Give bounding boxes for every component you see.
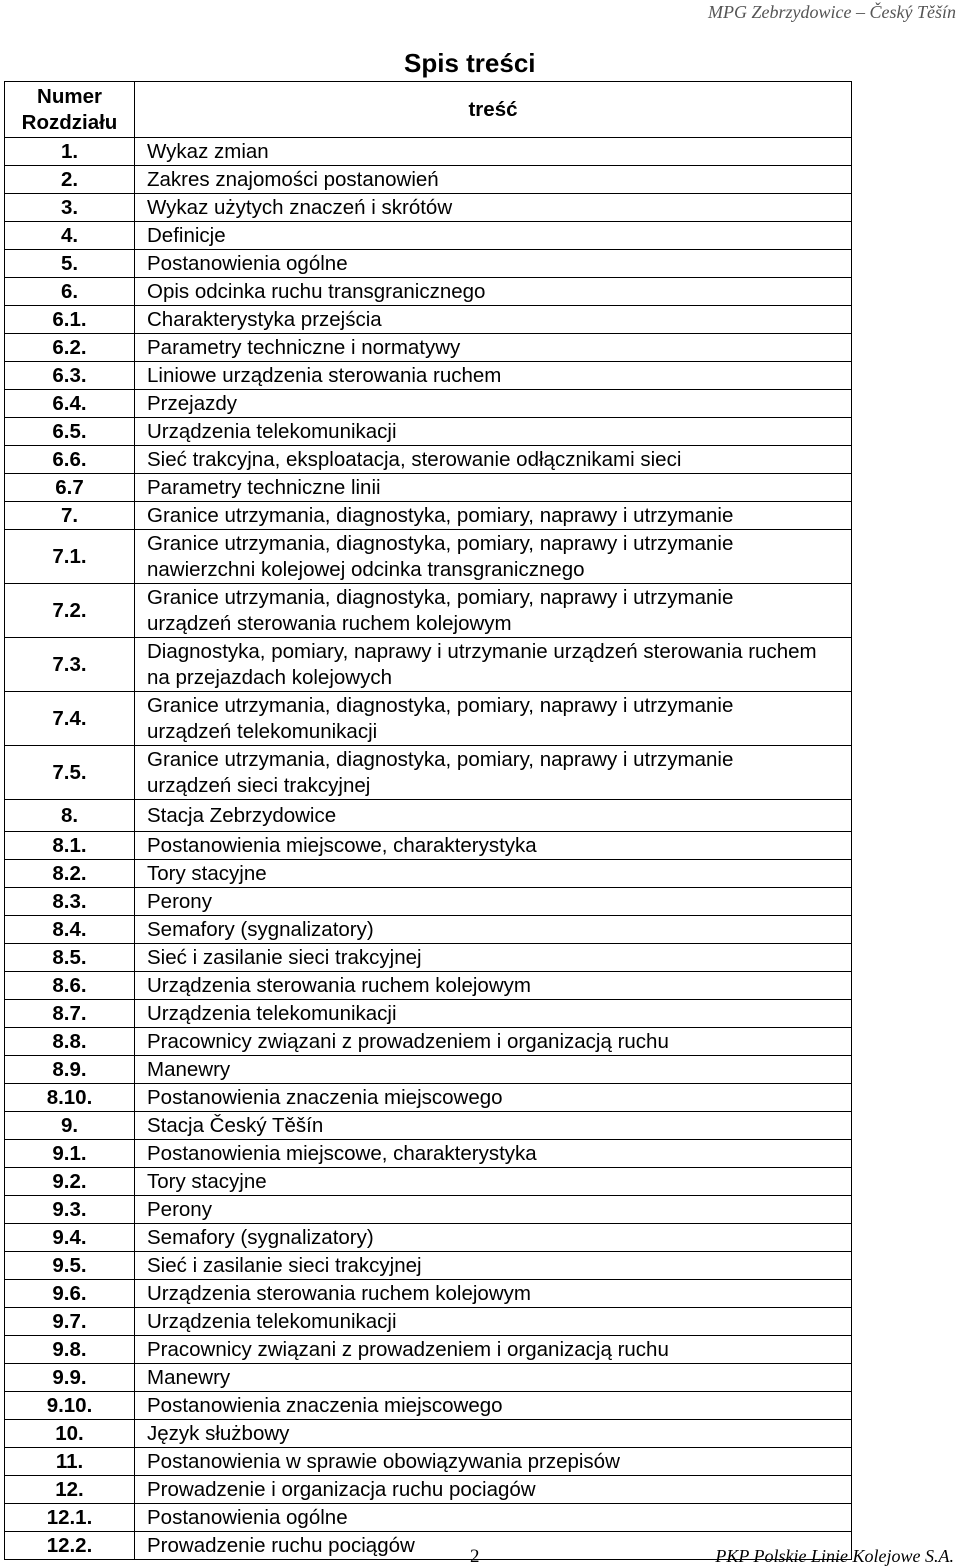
table-of-contents: [4, 81, 852, 1560]
toc-title: Urządzenia telekomunikacji: [135, 1308, 852, 1336]
toc-title: Parametry techniczne linii: [135, 474, 852, 502]
toc-number: 8.3.: [5, 888, 135, 916]
toc-row: [5, 362, 852, 390]
toc-number: 7.3.: [5, 638, 135, 692]
toc-title: Manewry: [135, 1364, 852, 1392]
toc-title: Język służbowy: [135, 1420, 852, 1448]
page-title: Spis treści: [404, 48, 536, 78]
toc-row: [5, 1112, 852, 1140]
toc-row: [5, 1168, 852, 1196]
toc-title: Postanowienia ogólne: [135, 1504, 852, 1532]
toc-number: 7.1.: [5, 530, 135, 584]
toc-number: 9.10.: [5, 1392, 135, 1420]
toc-title: Prowadzenie ruchu pociągów: [135, 1532, 852, 1560]
toc-row: [5, 222, 852, 250]
toc-title: Postanowienia znaczenia miejscowego: [135, 1084, 852, 1112]
toc-number: 6.2.: [5, 334, 135, 362]
toc-title: Manewry: [135, 1056, 852, 1084]
toc-title: Tory stacyjne: [135, 1168, 852, 1196]
toc-number: 9.9.: [5, 1364, 135, 1392]
toc-row: [5, 832, 852, 860]
toc-row: [5, 800, 852, 832]
toc-number: 7.4.: [5, 692, 135, 746]
toc-row: [5, 194, 852, 222]
toc-row: [5, 530, 852, 584]
toc-number: 8.8.: [5, 1028, 135, 1056]
toc-number: 6.6.: [5, 446, 135, 474]
toc-title: Semafory (sygnalizatory): [135, 916, 852, 944]
toc-title: Granice utrzymania, diagnostyka, pomiary, naprawy i utrzymanie: [135, 502, 852, 530]
toc-title: Parametry techniczne i normatywy: [135, 334, 852, 362]
toc-row: [5, 334, 852, 362]
toc-row: [5, 1224, 852, 1252]
toc-row: [5, 390, 852, 418]
toc-number: 9.: [5, 1112, 135, 1140]
column-header-number: Numer Rozdziału: [5, 82, 135, 138]
toc-row: [5, 1476, 852, 1504]
toc-number: 8.10.: [5, 1084, 135, 1112]
toc-number: 6.7: [5, 474, 135, 502]
toc-title: Zakres znajomości postanowień: [135, 166, 852, 194]
toc-row: [5, 418, 852, 446]
toc-title: Pracownicy związani z prowadzeniem i organizacją ruchu: [135, 1336, 852, 1364]
toc-row: [5, 474, 852, 502]
toc-row: [5, 1392, 852, 1420]
toc-row: [5, 278, 852, 306]
toc-row: [5, 916, 852, 944]
toc-row: [5, 1056, 852, 1084]
toc-title: Granice utrzymania, diagnostyka, pomiary, naprawy i utrzymanie urządzeń sieci trakcyjnej: [135, 746, 852, 800]
toc-row: [5, 1140, 852, 1168]
toc-row: [5, 860, 852, 888]
toc-title: Wykaz użytych znaczeń i skrótów: [135, 194, 852, 222]
toc-title: Definicje: [135, 222, 852, 250]
toc-number: 1.: [5, 138, 135, 166]
toc-number: 9.8.: [5, 1336, 135, 1364]
toc-title: Postanowienia miejscowe, charakterystyka: [135, 832, 852, 860]
toc-row: [5, 502, 852, 530]
toc-row: [5, 250, 852, 278]
toc-number: 8.4.: [5, 916, 135, 944]
toc-number: 9.4.: [5, 1224, 135, 1252]
toc-row: [5, 1364, 852, 1392]
toc-number: 6.1.: [5, 306, 135, 334]
running-header: MPG Zebrzydowice – Český Těšín: [708, 2, 956, 22]
toc-number: 9.6.: [5, 1280, 135, 1308]
toc-title: Wykaz zmian: [135, 138, 852, 166]
toc-title: Postanowienia ogólne: [135, 250, 852, 278]
toc-title: Granice utrzymania, diagnostyka, pomiary, naprawy i utrzymanie urządzeń sterowania ruchem kolejowym: [135, 584, 852, 638]
footer-company: PKP Polskie Linie Kolejowe S.A.: [715, 1546, 954, 1566]
toc-number: 8.9.: [5, 1056, 135, 1084]
toc-number: 8.5.: [5, 944, 135, 972]
toc-title: Granice utrzymania, diagnostyka, pomiary, naprawy i utrzymanie nawierzchni kolejowej odcinka transgranicznego: [135, 530, 852, 584]
toc-number: 9.3.: [5, 1196, 135, 1224]
toc-title: Perony: [135, 888, 852, 916]
toc-number: 8.2.: [5, 860, 135, 888]
toc-number: 6.3.: [5, 362, 135, 390]
toc-number: 7.2.: [5, 584, 135, 638]
toc-title: Urządzenia telekomunikacji: [135, 1000, 852, 1028]
toc-title: Opis odcinka ruchu transgranicznego: [135, 278, 852, 306]
toc-title: Charakterystyka przejścia: [135, 306, 852, 334]
toc-number: 8.7.: [5, 1000, 135, 1028]
toc-row: [5, 692, 852, 746]
toc-row: [5, 1084, 852, 1112]
toc-number: 5.: [5, 250, 135, 278]
toc-number: 9.7.: [5, 1308, 135, 1336]
toc-title: Diagnostyka, pomiary, naprawy i utrzymanie urządzeń sterowania ruchem na przejazdach kolejowych: [135, 638, 852, 692]
toc-title: Sieć i zasilanie sieci trakcyjnej: [135, 944, 852, 972]
toc-number: 9.5.: [5, 1252, 135, 1280]
toc-title: Stacja Zebrzydowice: [135, 800, 852, 832]
toc-row: [5, 888, 852, 916]
toc-title: Tory stacyjne: [135, 860, 852, 888]
toc-title: Liniowe urządzenia sterowania ruchem: [135, 362, 852, 390]
table-header-row: [5, 82, 852, 138]
toc-row: [5, 638, 852, 692]
toc-row: [5, 138, 852, 166]
toc-title: Pracownicy związani z prowadzeniem i organizacją ruchu: [135, 1028, 852, 1056]
toc-title: Przejazdy: [135, 390, 852, 418]
page-number: 2: [470, 1546, 480, 1567]
toc-number: 7.5.: [5, 746, 135, 800]
toc-number: 11.: [5, 1448, 135, 1476]
toc-row: [5, 1280, 852, 1308]
toc-number: 8.1.: [5, 832, 135, 860]
toc-row: [5, 1196, 852, 1224]
toc-number: 8.: [5, 800, 135, 832]
toc-title: Perony: [135, 1196, 852, 1224]
toc-row: [5, 944, 852, 972]
toc-title: Stacja Český Těšín: [135, 1112, 852, 1140]
toc-row: [5, 166, 852, 194]
toc-title: Postanowienia w sprawie obowiązywania przepisów: [135, 1448, 852, 1476]
toc-row: [5, 972, 852, 1000]
toc-row: [5, 746, 852, 800]
toc-number: 7.: [5, 502, 135, 530]
toc-title: Urządzenia sterowania ruchem kolejowym: [135, 972, 852, 1000]
column-header-content: treść: [135, 82, 852, 138]
toc-number: 6.5.: [5, 418, 135, 446]
toc-number: 4.: [5, 222, 135, 250]
toc-title: Sieć trakcyjna, eksploatacja, sterowanie odłącznikami sieci: [135, 446, 852, 474]
toc-number: 9.1.: [5, 1140, 135, 1168]
toc-row: [5, 1336, 852, 1364]
toc-number: 12.1.: [5, 1504, 135, 1532]
toc-row: [5, 446, 852, 474]
toc-title: Postanowienia znaczenia miejscowego: [135, 1392, 852, 1420]
toc-row: [5, 306, 852, 334]
toc-row: [5, 1504, 852, 1532]
toc-number: 3.: [5, 194, 135, 222]
toc-number: 8.6.: [5, 972, 135, 1000]
toc-number: 6.: [5, 278, 135, 306]
toc-number: 12.2.: [5, 1532, 135, 1560]
toc-number: 6.4.: [5, 390, 135, 418]
toc-row: [5, 1252, 852, 1280]
toc-title: Semafory (sygnalizatory): [135, 1224, 852, 1252]
toc-row: [5, 1308, 852, 1336]
toc-title: Prowadzenie i organizacja ruchu pociagów: [135, 1476, 852, 1504]
toc-row: [5, 1000, 852, 1028]
toc-row: [5, 584, 852, 638]
toc-title: Urządzenia telekomunikacji: [135, 418, 852, 446]
toc-number: 10.: [5, 1420, 135, 1448]
toc-title: Granice utrzymania, diagnostyka, pomiary, naprawy i utrzymanie urządzeń telekomunikacji: [135, 692, 852, 746]
toc-number: 2.: [5, 166, 135, 194]
toc-number: 12.: [5, 1476, 135, 1504]
toc-row: [5, 1420, 852, 1448]
toc-title: Sieć i zasilanie sieci trakcyjnej: [135, 1252, 852, 1280]
toc-title: Postanowienia miejscowe, charakterystyka: [135, 1140, 852, 1168]
toc-row: [5, 1448, 852, 1476]
toc-number: 9.2.: [5, 1168, 135, 1196]
toc-title: Urządzenia sterowania ruchem kolejowym: [135, 1280, 852, 1308]
toc-row: [5, 1028, 852, 1056]
